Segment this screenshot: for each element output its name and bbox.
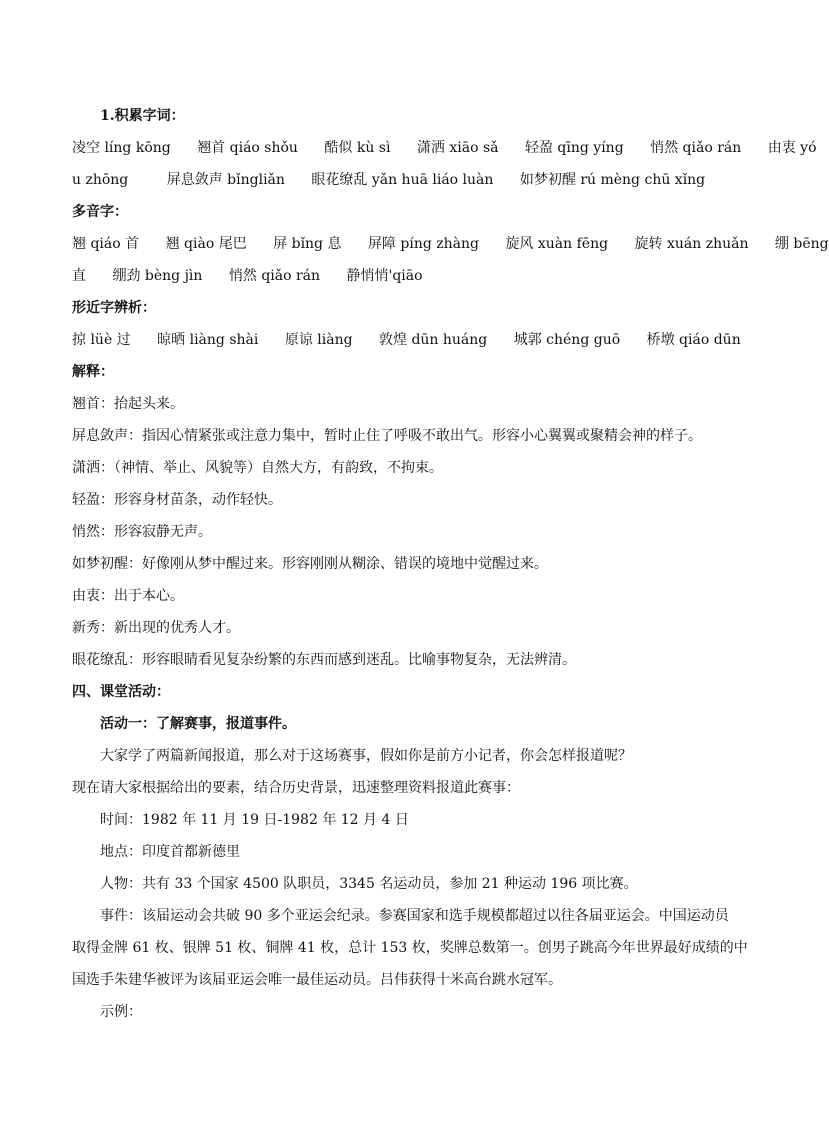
document-page xyxy=(72,100,829,1028)
explain-item: 新秀：新出现的优秀人才。 xyxy=(72,620,240,636)
explain-item: 屏息敛声：指因心情紧张或注意力集中，暂时止住了呼吸不敢出气。形容小心翼翼或聚精会神的样子。 xyxy=(72,428,702,444)
similar-item: 城郭 chéng guō xyxy=(513,332,621,348)
similar-item: 桥墩 qiáo dūn xyxy=(646,332,741,348)
explain-item: 眼花缭乱：形容眼睛看见复杂纷繁的东西而感到迷乱。比喻事物复杂，无法辨清。 xyxy=(72,652,576,668)
word-item: 悄然 qiǎo rán xyxy=(650,140,742,156)
word-item: 如梦初醒 rú mèng chū xǐng xyxy=(519,172,706,188)
similar-item: 敦煌 dūn huáng xyxy=(379,332,488,348)
explain-item: 翘首：抬起头来。 xyxy=(72,396,184,412)
word-item: 轻盈 qīng yíng xyxy=(524,140,624,156)
word-item: 潇洒 xiāo sǎ xyxy=(416,140,499,156)
polyphonic-item: 屏 bǐng 息 xyxy=(273,236,342,252)
explain-item: 由衷：出于本心。 xyxy=(72,588,184,604)
word-item: 翘首 qiáo shǒu xyxy=(197,140,298,156)
word-item: 酷似 kù sì xyxy=(324,140,391,156)
word-item: 眼花缭乱 yǎn huā liáo luàn xyxy=(311,172,494,188)
polyphonic-item: 绷 bēng xyxy=(774,236,829,252)
section-title-accumulate: 1.积累字词： xyxy=(100,108,185,124)
polyphonic-line-2 xyxy=(72,260,724,292)
polyphonic-item: 悄然 qiǎo rán xyxy=(228,268,321,284)
activity-event: 取得金牌 61 枚、银牌 51 枚、铜牌 41 枚，总计 153 枚，奖牌总数第一。创男子跳高今年世界最好成绩的中 xyxy=(72,940,748,956)
similar-item: 原谅 liàng xyxy=(284,332,353,348)
word-list-line-2 xyxy=(72,164,724,196)
similar-item: 晾晒 liàng shài xyxy=(157,332,259,348)
polyphonic-item: 屏障 píng zhàng xyxy=(367,236,479,252)
polyphonic-item: 翘 qiáo 首 xyxy=(72,236,140,252)
polyphonic-item: 绷劲 bèng jìn xyxy=(112,268,203,284)
section-title-polyphonic: 多音字： xyxy=(72,204,128,220)
activity-intro: 现在请大家根据给出的要素，结合历史背景，迅速整理资料报道此赛事： xyxy=(72,780,520,796)
explain-item: 悄然：形容寂静无声。 xyxy=(72,524,212,540)
explain-item: 潇洒：（神情、举止、风貌等）自然大方，有韵致，不拘束。 xyxy=(72,460,443,476)
similar-line xyxy=(72,324,741,356)
activity-intro: 大家学了两篇新闻报道，那么对于这场赛事，假如你是前方小记者，你会怎样报道呢？ xyxy=(100,748,632,764)
activity-example: 示例： xyxy=(100,1004,142,1020)
word-list-line-1 xyxy=(72,132,817,164)
polyphonic-item: 静悄悄'qiāo xyxy=(346,268,423,284)
activity-time: 时间：1982 年 11 月 19 日-1982 年 12 月 4 日 xyxy=(100,812,409,828)
section-title-explain: 解释： xyxy=(72,364,114,380)
activity-place: 地点：印度首都新德里 xyxy=(100,844,240,860)
similar-item: 掠 lüè 过 xyxy=(72,332,131,348)
activity-subtitle: 活动一：了解赛事，报道事件。 xyxy=(100,716,296,732)
word-item: 由衷 yó xyxy=(767,140,817,156)
word-item: 屏息敛声 bǐngliǎn xyxy=(166,172,285,188)
activity-people: 人物：共有 33 个国家 4500 队职员，3345 名运动员，参加 21 种运动 196 项比赛。 xyxy=(100,876,638,892)
explain-item: 轻盈：形容身材苗条，动作轻快。 xyxy=(72,492,282,508)
activity-event: 事件：该届运动会共破 90 多个亚运会纪录。参赛国家和选手规模都超过以往各届亚运会。中国运动员 xyxy=(100,908,729,924)
polyphonic-item: 直 xyxy=(72,268,86,284)
section-title-activity: 四、课堂活动： xyxy=(72,684,170,700)
section-title-similar: 形近字辨析： xyxy=(72,300,156,316)
polyphonic-item: 旋风 xuàn fēng xyxy=(505,236,609,252)
word-item: 凌空 líng kōng xyxy=(72,140,171,156)
word-item: u zhōng xyxy=(72,172,129,188)
polyphonic-item: 翘 qiào 尾巴 xyxy=(165,236,247,252)
explain-item: 如梦初醒：好像刚从梦中醒过来。形容刚刚从糊涂、错误的境地中觉醒过来。 xyxy=(72,556,548,572)
polyphonic-item: 旋转 xuán zhuǎn xyxy=(634,236,749,252)
activity-event: 国选手朱建华被评为该届亚运会唯一最佳运动员。吕伟获得十米高台跳水冠军。 xyxy=(72,972,562,988)
polyphonic-line-1 xyxy=(72,228,829,260)
